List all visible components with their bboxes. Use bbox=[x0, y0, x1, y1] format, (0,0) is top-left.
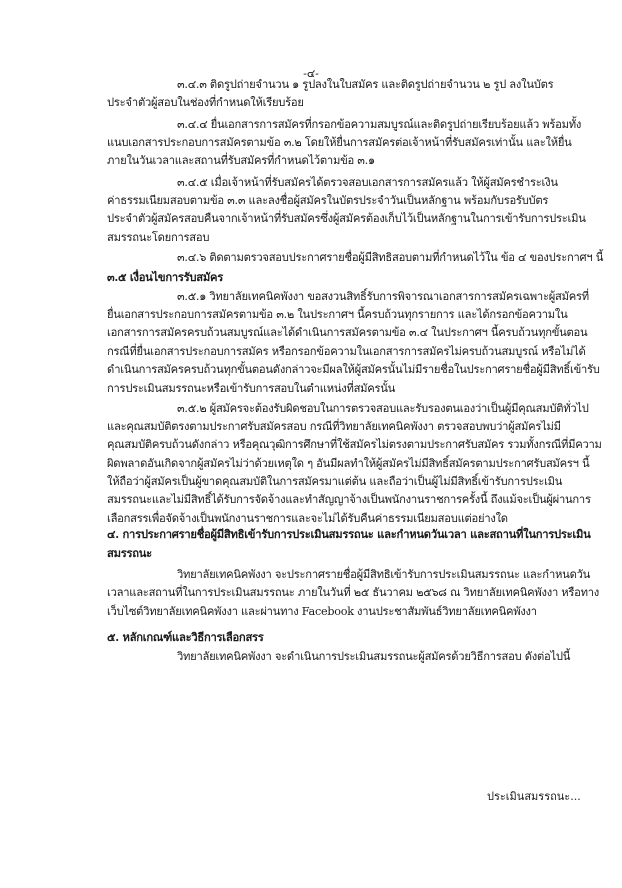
paragraph-line: คุณสมบัติครบถ้วนดังกล่าว หรือคุณวุฒิการศึกษาที่ใช้สมัครไม่ตรงตามประกาศรับสมัคร รวมทั้งกรณีที่มีความ bbox=[107, 438, 602, 451]
page-number: -๔- bbox=[303, 67, 319, 80]
section-heading: สมรรถนะ bbox=[107, 546, 152, 560]
paragraph-line: กรณีที่ยื่นเอกสารประกอบการสมัคร หรือกรอกข้อความในเอกสารการสมัครไม่ครบถ้วนสมบูรณ์ หรือไม่ได้ bbox=[107, 345, 586, 358]
paragraph-line: ๓.๕.๒ ผู้สมัครจะต้องรับผิดชอบในการตรวจสอบและรับรองตนเองว่าเป็นผู้มีคุณสมบัติทั่วไป bbox=[177, 402, 589, 415]
paragraph-line: สมรรถนะโดยการสอบ bbox=[107, 231, 210, 244]
paragraph-line: ๓.๔.๓ ติดรูปถ่ายจำนวน ๑ รูปลงในใบสมัคร และติดรูปถ่ายจำนวน ๒ รูป ลงในบัตร bbox=[177, 78, 554, 91]
paragraph-line: ภายในวันเวลาและสถานที่รับสมัครที่กำหนดไว้ตามข้อ ๓.๑ bbox=[107, 154, 375, 167]
paragraph-line: และคุณสมบัติตรงตามประกาศรับสมัครสอบ กรณีที่วิทยาลัยเทคนิคพังงา ตรวจสอบพบว่าผู้สมัครไม่มี bbox=[107, 420, 561, 433]
paragraph-line: ยื่นเอกสารประกอบการสมัครตามข้อ ๓.๒ ในประกาศฯ นี้ครบถ้วนทุกรายการ และได้กรอกข้อความใน bbox=[107, 308, 568, 321]
paragraph-line: ผิดพลาดอันเกิดจากผู้สมัครไม่ว่าด้วยเหตุใด ๆ อันมีผลทำให้ผู้สมัครไม่มีสิทธิ์สมัครตามประกาศรับสมัครฯ นี้ bbox=[107, 457, 590, 470]
paragraph-line: ค่าธรรมเนียมสอบตามข้อ ๓.๓ และลงชื่อผู้สมัครในบัตรประจำวันเป็นหลักฐาน พร้อมกับรอรับบัตร bbox=[107, 194, 549, 207]
section-heading: ๔. การประกาศรายชื่อผู้มีสิทธิเข้ารับการประเมินสมรรถนะ และกำหนดวันเวลา และสถานที่ในการประเมิน bbox=[107, 527, 591, 541]
section-heading: ๕. หลักเกณฑ์และวิธีการเลือกสรร bbox=[107, 630, 264, 644]
paragraph-line: สมรรถนะและไม่มีสิทธิ์ได้รับการจัดจ้างและทำสัญญาจ้างเป็นพนักงานราชการครั้งนี้ ถึงแม้จะเป็นผู้ผ่านการ bbox=[107, 493, 591, 506]
paragraph-line: ดำเนินการสมัครครบถ้วนทุกขั้นตอนดังกล่าวจะมีผลให้ผู้สมัครนั้นไม่มีรายชื่อในประกาศรายชื่อผู้มีสิทธิ์เข้ารับ bbox=[107, 363, 600, 376]
section-heading: ๓.๕ เงื่อนไขการรับสมัคร bbox=[107, 270, 223, 284]
paragraph-line: เวลาและสถานที่ในการประเมินสมรรถนะ ภายในวันที่ ๒๕ ธันวาคม ๒๕๖๘ ณ วิทยาลัยเทคนิคพังงา หรือทาง bbox=[107, 586, 600, 599]
paragraph-line: วิทยาลัยเทคนิคพังงา จะดำเนินการประเมินสมรรถนะผู้สมัครด้วยวิธีการสอบ ดังต่อไปนี้ bbox=[177, 650, 571, 663]
paragraph-line: ให้ถือว่าผู้สมัครเป็นผู้ขาดคุณสมบัติในการสมัครมาแต่ต้น และถือว่าเป็นผู้ไม่มีสิทธิ์เข้ารับการประเมิน bbox=[107, 475, 563, 488]
paragraph-line: ๓.๔.๖ ติดตามตรวจสอบประกาศรายชื่อผู้มีสิทธิสอบตามที่กำหนดไว้ใน ข้อ ๔ ของประกาศฯ นี้ bbox=[177, 251, 604, 264]
paragraph-line: ประจำตัวผู้สอบในช่องที่กำหนดให้เรียบร้อย bbox=[107, 96, 304, 109]
paragraph-line: เอกสารการสมัครครบถ้วนสมบูรณ์และได้ดำเนินการสมัครตามข้อ ๓.๔ ในประกาศฯ นี้ครบถ้วนทุกขั้นตอน bbox=[107, 326, 588, 339]
paragraph-line: ๓.๔.๕ เมื่อเจ้าหน้าที่รับสมัครได้ตรวจสอบเอกสารการสมัครแล้ว ให้ผู้สมัครชำระเงิน bbox=[177, 176, 558, 189]
paragraph-line: ๓.๕.๑ วิทยาลัยเทคนิคพังงา ขอสงวนสิทธิ์รับการพิจารณาเอกสารการสมัครเฉพาะผู้สมัครที่ bbox=[177, 290, 589, 303]
paragraph-line: เว็บไซต์วิทยาลัยเทคนิคพังงา และผ่านทาง Facebook งานประชาสัมพันธ์วิทยาลัยเทคนิคพังงา bbox=[107, 605, 537, 618]
paragraph-line: ๓.๔.๔ ยื่นเอกสารการสมัครที่กรอกข้อความสมบูรณ์และติดรูปถ่ายเรียบร้อยแล้ว พร้อมทั้ง bbox=[177, 118, 582, 131]
paragraph-line: การประเมินสมรรถนะหรือเข้ารับการสอบในตำแหน่งที่สมัครนั้น bbox=[107, 382, 396, 395]
paragraph-line: วิทยาลัยเทคนิคพังงา จะประกาศรายชื่อผู้มีสิทธิเข้ารับการประเมินสมรรถนะ และกำหนดวัน bbox=[177, 568, 591, 581]
paragraph-line: เลือกสรรเพื่อจัดจ้างเป็นพนักงานราชการและจะไม่ได้รับคืนค่าธรรมเนียมสอบแต่อย่างใด bbox=[107, 512, 508, 525]
continuation-footer: ประเมินสมรรถนะ... bbox=[487, 790, 581, 803]
paragraph-line: แนบเอกสารประกอบการสมัครตามข้อ ๓.๒ โดยให้ยื่นการสมัครต่อเจ้าหน้าที่รับสมัครเท่านั้น และให้ยื่น bbox=[107, 136, 572, 149]
paragraph-line: ประจำตัวผู้สมัครสอบคืนจากเจ้าหน้าที่รับสมัครซึ่งผู้สมัครต้องเก็บไว้เป็นหลักฐานในการเข้ารับการประเมิน bbox=[107, 212, 586, 225]
